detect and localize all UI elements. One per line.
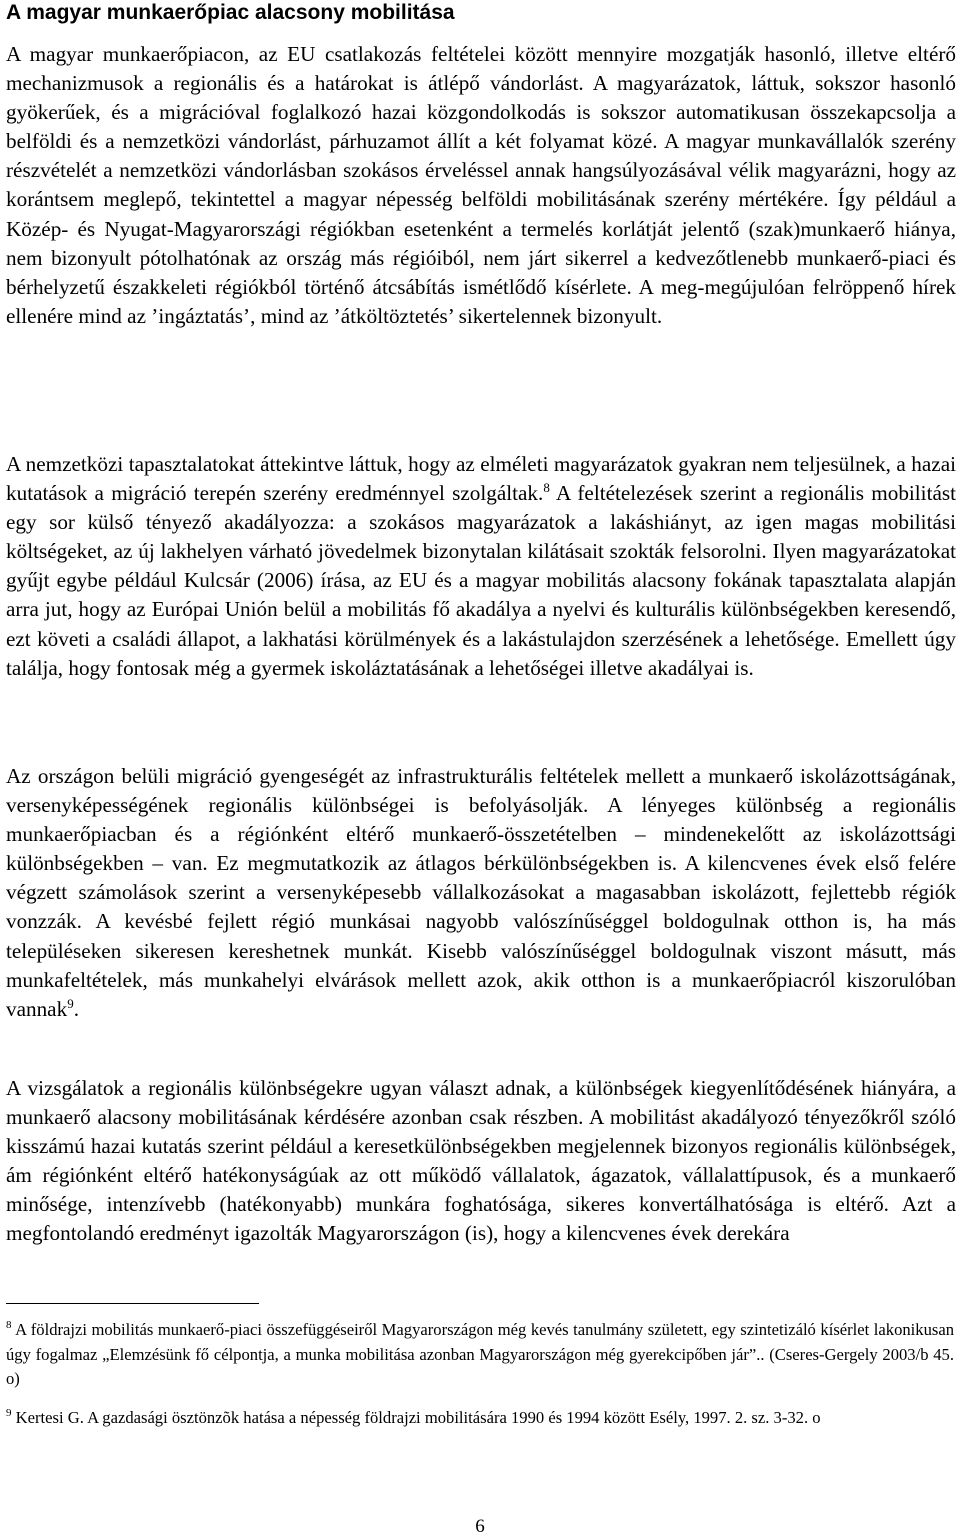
paragraph-3-text-continued: . — [73, 996, 79, 1021]
footnote-separator — [6, 1303, 259, 1304]
paragraph-3-text: Az országon belüli migráció gyengeségét az infrastrukturális feltételek mellett a munkaerő iskolázottságának, versenyképességének regionális különbségei is befolyásolják. A lényeges különbség a regionális munkaerőpiacban és a régiónként eltérő munkaerő-összetételben – mindenekelőtt az iskolázottsági különbségekben – van. Ez megmutatkozik az átlagos bérkülönbségekben is. A kilencvenes évek első felére végzett számolások szerint a versenyképesebb vállalkozásokat a magasabban iskolázott, fejlettebb régiók vonzzák. A kevésbé fejlett régió munkásai nagyobb valószínűséggel boldogulnak otthon is, ha más településeken sikeresen kereshetnek munkát. Kisebb valószínűséggel boldogulnak viszont másutt, más munkafeltételek, más munkahelyi elvárások mellett azok, akik otthon is a munkaerőpiacról kiszorulóban vannak — [6, 764, 956, 1021]
paragraph-1 — [6, 40, 956, 331]
paragraph-1-text: A magyar munkaerőpiacon, az EU csatlakozás feltételei között mennyire mozgatják hasonló, illetve eltérő mechanizmusok a regionális és a határokat is átlépő vándorlást. A magyarázatok, láttuk, sokszor hasonló gyökerűek, és a migrációval foglalkozó hazai közgondolkodás is sokszor automatikusan összekapcsolja a belföldi és a nemzetközi vándorlást, párhuzamot állít a két folyamat közé. A magyar munkavállalók szerény részvételét a nemzetközi vándorlásban szokásos érveléssel annak hangsúlyozásával vélik magyarázni, hogy az korántsem meglepő, tekintettel a magyar népesség belföldi mobilitásának szerény mértékére. Így például a Közép- és Nyugat-Magyarországi régiókban esetenként a termelés korlátját jelentő (szak)munkaerő hiánya, nem bizonyult pótolhatónak az ország más régióiból, nem járt sikerrel a kedvezőtlenebb munkaerő-piaci és bérhelyzetű északkeleti régiókból történő átcsábítás ismétlődő kísérlete. A meg-megújulóan felröppenő hírek ellenére mind az ’ingáztatás’, mind az ’átköltöztetés’ sikertelennek bizonyult. — [6, 42, 956, 328]
footnote-ref-9: 9 — [67, 995, 74, 1011]
section-title: A magyar munkaerőpiac alacsony mobilitása — [6, 1, 455, 24]
footnote-ref-8: 8 — [543, 480, 550, 496]
paragraph-2 — [6, 450, 956, 683]
paragraph-2-text-continued: A feltételezések szerint a regionális mobilitást egy sor külső tényező akadályozza: a szokásos magyarázatok a lakáshiányt, az igen magas mobilitási költségeket, az új lakhelyen várható jövedelmek bizonytalan kilátásait szokták felsorolni. Ilyen magyarázatokat gyűjt egybe például Kulcsár (2006) írása, az EU és a magyar mobilitás alacsony fokának tapasztalata alapján arra jut, hogy az Európai Unión belül a mobilitás fő akadálya a nyelvi és kulturális különbségekben keresendő, ezt követi a családi állapot, a lakhatási körülmények és a lakástulajdon szerzésének a lehetősége. Emellett úgy találja, hogy fontosak még a gyermek iskoláztatásának a lehetőségei illetve akadályai is. — [6, 481, 956, 680]
footnote-8 — [6, 1318, 954, 1392]
footnote-9-number: 9 — [6, 1407, 12, 1419]
paragraph-4-text: A vizsgálatok a regionális különbségekre ugyan választ adnak, a különbségek kiegyenlítődésének hiányára, a munkaerő alacsony mobilitásának kérdésére azonban csak részben. A mobilitást akadályozó tényezőkről szóló kisszámú hazai kutatás szerint például a keresetkülönbségekben megjelennek bizonyos regionális különbségek, ám régiónként eltérő hatékonyságúak az ott működő vállalatok, ágazatok, vállalattípusok, és a munkaerő minősége, intenzívebb (hatékonyabb) munkára foghatósága, sikeres konvertálhatósága is eltérő. Azt a megfontolandó eredményt igazolták Magyarországon (is), hogy a kilencvenes évek derekára — [6, 1076, 956, 1246]
footnote-8-text: A földrajzi mobilitás munkaerő-piaci összefüggéseiről Magyarországon még kevés tanulmány született, egy szintetizáló kísérlet lakonikusan úgy fogalmaz „Elemzésünk fő célpontja, a munka mobilitása azonban Magyarországon még gyerekcipőben jár”.. (Cseres-Gergely 2003/b 45. o) — [6, 1320, 954, 1388]
footnote-9 — [6, 1406, 954, 1431]
paragraph-4 — [6, 1074, 956, 1249]
footnote-9-text: Kertesi G. A gazdasági ösztönzõk hatása a népesség földrajzi mobilitására 1990 és 1994 között Esély, 1997. 2. sz. 3-32. o — [11, 1408, 821, 1427]
page-number: 6 — [475, 1516, 485, 1537]
paragraph-2-text: A nemzetközi tapasztalatokat áttekintve láttuk, hogy az elméleti magyarázatok gyakran nem teljesülnek, a hazai kutatások a migráció terepén szerény eredménnyel szolgáltak. — [6, 452, 956, 506]
footnote-8-number: 8 — [6, 1319, 12, 1331]
paragraph-3 — [6, 762, 956, 1024]
